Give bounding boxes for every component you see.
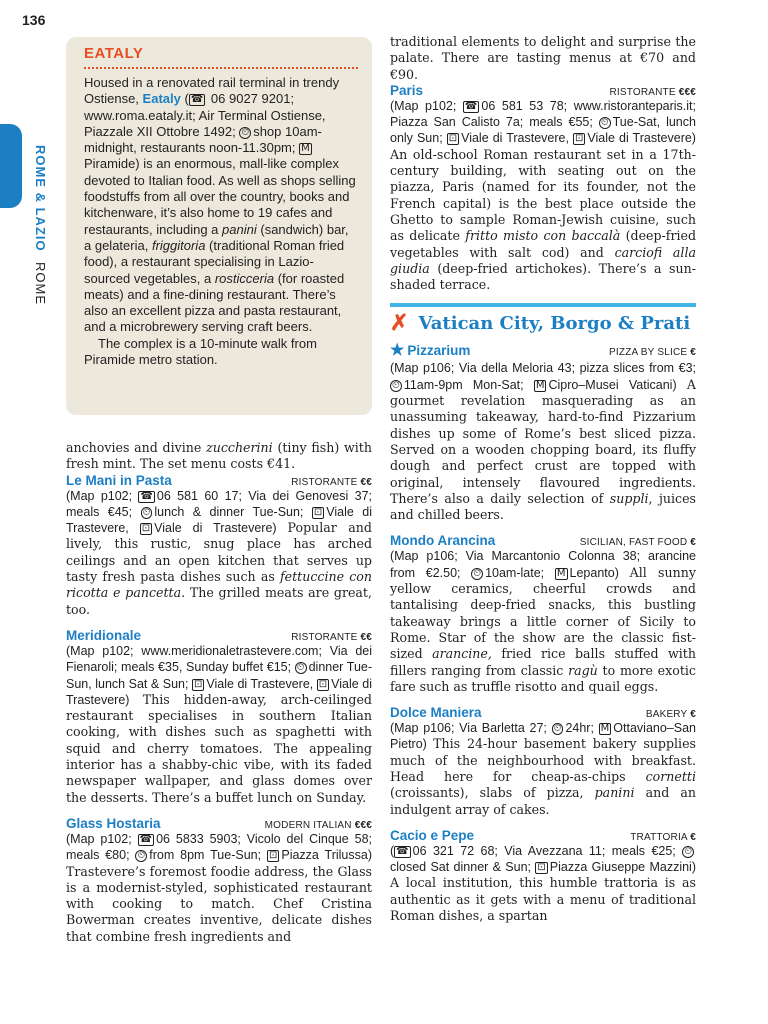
phone-icon: ☎ (140, 490, 153, 502)
box-title: EATALY (84, 45, 358, 69)
clock-icon: ⏲ (392, 379, 400, 391)
clock-icon: ⏲ (142, 506, 151, 518)
entry-type: RISTORANTE €€€ (609, 86, 696, 98)
entry-name: Mondo Arancina (390, 533, 496, 549)
entry-mondo-arancina (390, 533, 696, 695)
side-city: ROME (33, 262, 48, 306)
entry-type: BAKERY € (645, 709, 696, 721)
tram-icon: ⊡ (313, 506, 323, 518)
entry-name: Meridionale (66, 627, 142, 643)
entry-type: RISTORANTE €€ (291, 631, 372, 643)
section-divider (390, 303, 696, 307)
clock-icon: ⏲ (473, 567, 482, 579)
phone-icon: ☎ (190, 94, 204, 106)
metro-icon: M (600, 723, 610, 735)
entry-name: Paris (390, 82, 424, 98)
entry-name: ★ Pizzarium (390, 342, 471, 360)
tram-icon: ⊡ (194, 678, 203, 690)
entry-le-mani-in-pasta (66, 473, 372, 618)
entry-info: (Map p106; Via Marcantonio Colonna 38; arancine from €2.50; ⏲ 10am-late; M Lepanto) All sunny yellow ceramics, cheerful crowds and tantalising deep-fried snacks, this bustling takeaway brings a little corner of Sicily to Rome. Star of the show are the classic fist-sized arancine, fried rice balls stuffed with fillers ranging from classic ragù to more exotic fare such as truffle risotto and quail eggs. (390, 549, 696, 694)
clock-icon: ⏲ (241, 126, 250, 138)
continued-text: traditional elements to delight and surprise the palate. There are tasting menus at €70 and €90. (390, 34, 696, 82)
tram-icon: ⊡ (448, 133, 458, 145)
entry-name: Glass Hostaria (66, 815, 161, 831)
entry-type: TRATTORIA € (630, 831, 696, 843)
bus-icon: ⊡ (318, 678, 328, 690)
entry-paris (390, 83, 696, 294)
left-column (66, 440, 372, 955)
entry-name: Cacio e Pepe (390, 827, 475, 843)
entry-type: PIZZA BY SLICE € (609, 347, 696, 359)
tram-icon: ⊡ (268, 850, 278, 862)
fork-knife-icon: ✗ (390, 310, 409, 337)
eataly-name: Eataly (142, 91, 181, 107)
side-region: ROME & LAZIO (33, 145, 48, 252)
entry-pizzarium (390, 340, 696, 523)
entry-info: (Map p102; ☎ 06 5833 5903; Vicolo del Cinque 58; meals €80; ⏲ from 8pm Tue-Sun; ⊡ Piazza Trilussa) Trastevere’s foremost foodie address, the Glass is a modernist-styled, sophisticated restaurant with cooking to match. Chef Cristina Bowerman creates inventive, delicate dishes that combine fresh ingredients and (66, 831, 372, 944)
clock-icon: ⏲ (600, 117, 609, 129)
phone-icon: ☎ (139, 833, 153, 845)
metro-icon: M (301, 143, 310, 155)
side-running-head (33, 145, 48, 305)
entry-dolce-maniera (390, 705, 696, 818)
entry-meridionale (66, 628, 372, 806)
bus-icon: ⊡ (141, 523, 151, 535)
section-title: Vatican City, Borgo & Prati (418, 313, 691, 335)
entry-glass-hostaria (66, 816, 372, 945)
entry-name: Le Mani in Pasta (66, 472, 172, 488)
metro-icon: M (535, 379, 545, 391)
entry-info: ( ☎ 06 321 72 68; Via Avezzana 11; meals €25; ⏲closed Sat dinner & Sun; ⊡ Piazza Giuseppe Mazzini) A local institution, this humble trattoria is as authentic as it gets with a menu of traditional Roman dishes, a spartan (390, 843, 696, 924)
bus-icon: ⊡ (575, 133, 584, 145)
tram-icon: ⊡ (537, 862, 546, 874)
entry-name: Dolce Maniera (390, 705, 482, 721)
entry-info: (Map p102; ☎ 06 581 60 17; Via dei Genovesi 37; meals €45; ⏲ lunch & dinner Tue-Sun; ⊡ Viale di Trastevere, ⊡ Viale di Trastevere) Popular and lively, this rustic, snug place has arched ceilings and an open kitchen that serves up tasty fresh pasta dishes such as fettuccine con ricotta e pancetta. The grilled meats are great, too. (66, 488, 372, 617)
box-paragraph-2: The complex is a 10-minute walk from Piramide metro station. (84, 335, 317, 368)
clock-icon: ⏲ (137, 850, 146, 862)
right-column (390, 34, 696, 934)
box-paragraph-1: Housed in a renovated rail terminal in trendy Ostiense, Eataly ( ☎ 06 9027 9201; www.roma.eataly.it; Air Terminal Ostiense, Piazzale XII Ottobre 1492; ⏲ shop 10am-midnight, restaurants noon-11.30pm; MPiramide) is an enormous, mall-like complex devoted to Italian food. As well as shops selling foodstuffs from all over the country, books and kitchenware, it’s also home to 19 cafes and restaurants, including a panini (sandwich) bar, a gelateria, friggitoria (traditional Roman fried food), a restaurant specialising in Lazio-sourced vegetables, a rosticceria (for roasted meats) and a fine-dining restaurant. There’s also an excellent pizza and pasta restaurant, and a microbrewery serving craft beers. (84, 75, 356, 335)
entry-info: (Map p102; ☎ 06 581 53 78; www.ristoranteparis.it; Piazza San Calisto 7a; meals €55; ⏲ Tue-Sat, lunch only Sun; ⊡ Viale di Trastevere, ⊡ Viale di Trastevere) An old-school Roman restaurant set in a 17th-century building, with seating out on the piazza, Paris (named for its founder, not the French capital) is the best place outside the Ghetto to sample Roman-Jewish cuisine, such as delicate fritto misto con baccalà (deep-fried vegetables with salt cod) and carciofi alla giudia (deep-fried artichokes). There’s a sun-shaded terrace. (390, 98, 697, 293)
clock-icon: ⏲ (296, 662, 305, 674)
section-tab (0, 124, 22, 208)
entry-type: SICILIAN, FAST FOOD € (579, 537, 696, 549)
entry-cacio-e-pepe (390, 828, 696, 924)
star-icon: ★ (390, 342, 405, 360)
page-number: 136 (22, 12, 46, 28)
eataly-sidebar-box (66, 37, 372, 415)
clock-icon: ⏲ (553, 723, 562, 735)
phone-icon: ☎ (464, 100, 478, 112)
clock-icon: ⏲ (684, 845, 692, 857)
entry-type: RISTORANTE €€ (291, 476, 372, 488)
metro-icon: M (556, 567, 566, 579)
phone-icon: ☎ (396, 845, 409, 857)
entry-info: (Map p106; Via della Meloria 43; pizza slices from €3; ⏲ 11am-9pm Mon-Sat; M Cipro–Musei Vaticani) A gourmet revelation masquerading as an unassuming takeaway, hard-to-find Pizzarium dishes up some of Rome’s best sliced pizza. Served on a wooden chopping board, its fluffy dough and perfect crust are topped with original, intensely flavoured ingredients. There’s also a daily selection of suppli, juices and chilled beers. (390, 361, 696, 523)
entry-info: (Map p106; Via Barletta 27; ⏲ 24hr; M Ottaviano–San Pietro) This 24-hour basement bakery supplies much of the neighbourhood with breakfast. Head here for cheap-as-chips cornetti (croissants), slabs of pizza, panini and an indulgent array of cakes. (390, 721, 696, 817)
section-heading (390, 310, 696, 337)
entry-info: (Map p102; www.meridionaletrastevere.com; Via dei Fienaroli; meals €35, Sunday buffet €15; ⏲ dinner Tue-Sun, lunch Sat & Sun; ⊡ Viale di Trastevere, ⊡ Viale di Trastevere) This hidden-away, arch-ceilinged restaurant specialises in southern Italian cooking, with dishes such as spaghetti with squid and cherry tomatoes. The appealing interior has a shabby-chic vibe, with its faded newspaper wallpaper, and glass domes over the desserts. There’s a buffet lunch on Sunday. (66, 643, 373, 805)
entry-type: MODERN ITALIAN €€€ (264, 819, 372, 831)
continued-text: anchovies and divine zuccherini (tiny fish) with fresh mint. The set menu costs €41. (66, 440, 372, 472)
